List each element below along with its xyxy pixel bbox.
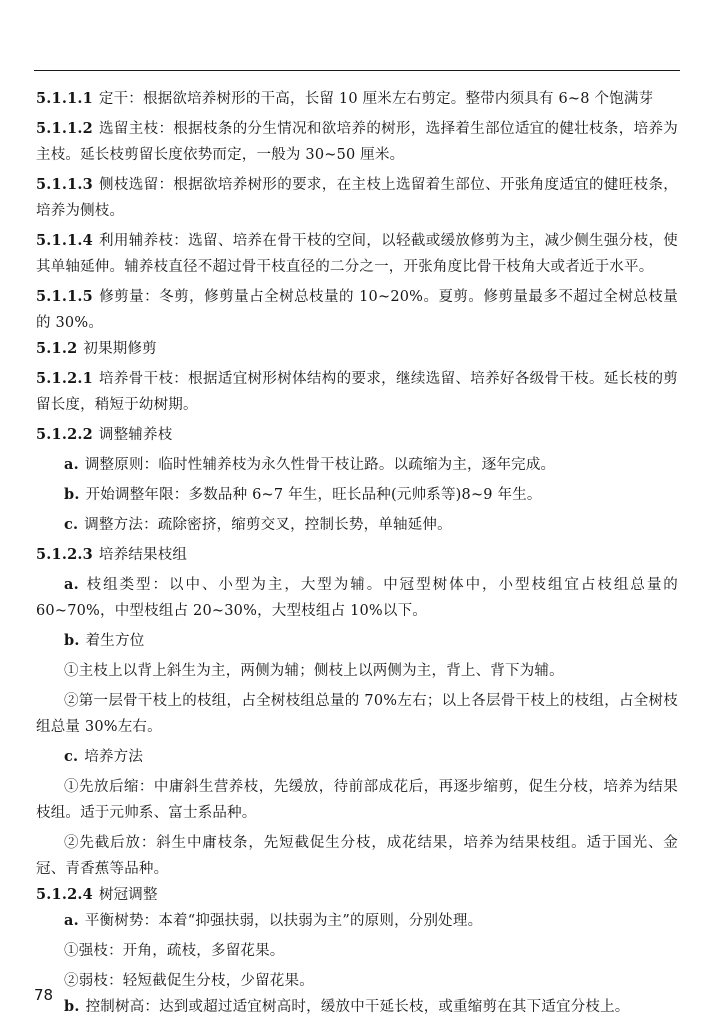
list-marker: c. [64, 748, 79, 765]
list-item-b [36, 628, 678, 654]
list-text: 开始调整年限：多数品种 6~7 年生，旺长品种(元帅系等)8~9 年生。 [85, 487, 542, 503]
section-5-1-1-4 [36, 228, 678, 280]
list-text: 弱枝：轻短截促生分枝，少留花果。 [78, 973, 314, 989]
list-marker: b. [64, 486, 80, 503]
circled-marker: ① [64, 663, 79, 679]
section-number: 5.1.2 [36, 340, 78, 357]
section-5-1-1-1 [36, 86, 678, 112]
circled-marker: ② [64, 693, 79, 709]
section-heading: 培养结果枝组 [98, 547, 188, 563]
list-marker: a. [64, 576, 79, 593]
list-text: 枝组类型：以中、小型为主，大型为辅。中冠型树体中，小型枝组宜占枝组总量的 60~70%，中型枝组占 20~30%，大型枝组占 10%以下。 [36, 577, 678, 619]
section-number: 5.1.1.4 [36, 232, 93, 249]
section-5-1-1-2 [36, 116, 678, 168]
section-number: 5.1.1.1 [36, 90, 93, 107]
section-5-1-2-2 [36, 422, 678, 448]
list-item-c [36, 512, 678, 538]
list-text: 先放后缩：中庸斜生营养枝，先缓放，待前部成花后，再逐步缩剪，促生分枝，培养为结果枝组。适于元帅系、富士系品种。 [36, 779, 678, 821]
section-number: 5.1.1.5 [36, 288, 93, 305]
list-text: 控制树高：达到或超过适宜树高时，缓放中干延长枝，或重缩剪在其下适宜分枝上。 [85, 999, 630, 1015]
circled-marker: ① [64, 943, 79, 959]
circled-item-2 [36, 688, 678, 740]
list-text: 着生方位 [85, 633, 145, 649]
section-heading: 调整辅养枝 [98, 427, 173, 443]
section-5-1-2-4 [36, 882, 678, 908]
list-item-b [36, 482, 678, 508]
section-heading: 树冠调整 [98, 887, 158, 903]
list-marker: c. [64, 516, 79, 533]
list-text: 主枝上以背上斜生为主，两侧为辅；侧枝上以两侧为主，背上、背下为辅。 [78, 663, 564, 679]
list-item-a [36, 452, 678, 478]
list-item-a [36, 908, 678, 934]
list-text: 培养方法 [84, 749, 144, 765]
section-text: 培养骨干枝：根据适宜树形树体结构的要求，继续选留、培养好各级骨干枝。延长枝的剪留长度，稍短于幼树期。 [36, 371, 678, 413]
circled-item-2 [36, 968, 678, 994]
list-item-c [36, 744, 678, 770]
section-number: 5.1.2.3 [36, 546, 93, 563]
circled-item-1 [36, 774, 678, 826]
document-body [36, 86, 678, 1020]
list-text: 平衡树势：本着“抑强扶弱，以扶弱为主”的原则，分别处理。 [84, 913, 483, 929]
list-text: 强枝：开角，疏枝，多留花果。 [78, 943, 285, 959]
section-text: 侧枝选留：根据欲培养树形的要求，在主枝上选留着生部位、开张角度适宜的健旺枝条，培养为侧枝。 [36, 177, 678, 219]
list-marker: b. [64, 632, 80, 649]
section-text: 修剪量：冬剪，修剪量占全树总枝量的 10~20%。夏剪。修剪量最多不超过全树总枝量的 30%。 [36, 289, 678, 331]
page-number: 78 [34, 986, 54, 1004]
section-number: 5.1.2.4 [36, 886, 93, 903]
list-marker: b. [64, 998, 80, 1015]
circled-item-1 [36, 658, 678, 684]
section-5-1-2-3 [36, 542, 678, 568]
list-text: 先截后放：斜生中庸枝条，先短截促生分枝，成花结果，培养为结果枝组。适于国光、金冠、青香蕉等品种。 [36, 835, 679, 877]
list-text: 第一层骨干枝上的枝组，占全树枝组总量的 70%左右；以上各层骨干枝上的枝组，占全树枝组总量 30%左右。 [36, 693, 679, 735]
section-number: 5.1.2.1 [36, 370, 93, 387]
list-text: 调整方法：疏除密挤，缩剪交叉，控制长势，单轴延伸。 [84, 517, 452, 533]
section-number: 5.1.2.2 [36, 426, 93, 443]
circled-marker: ① [64, 779, 79, 795]
circled-marker: ② [64, 835, 80, 851]
list-marker: a. [64, 912, 79, 929]
section-text: 选留主枝：根据枝条的分生情况和欲培养的树形，选择着生部位适宜的健壮枝条，培养为主枝。延长枝剪留长度依势而定，一般为 30~50 厘米。 [36, 121, 678, 163]
section-5-1-1-3 [36, 172, 678, 224]
list-item-b [36, 994, 678, 1020]
header-rule [34, 70, 680, 71]
section-number: 5.1.1.3 [36, 176, 93, 193]
section-5-1-2 [36, 336, 678, 362]
section-5-1-2-1 [36, 366, 678, 418]
section-text: 定干：根据欲培养树形的干高，长留 10 厘米左右剪定。整带内须具有 6~8 个饱满芽 [98, 91, 654, 107]
circled-marker: ② [64, 973, 79, 989]
section-5-1-1-5 [36, 284, 678, 336]
list-text: 调整原则：临时性辅养枝为永久性骨干枝让路。以疏缩为主，逐年完成。 [84, 457, 556, 473]
section-text: 利用辅养枝：选留、培养在骨干枝的空间，以轻截或缓放修剪为主，减少侧生强分枝，使其单轴延伸。辅养枝直径不超过骨干枝直径的二分之一，开张角度比骨干枝角大或者近于水平。 [36, 233, 678, 275]
circled-item-2 [36, 830, 678, 882]
section-number: 5.1.1.2 [36, 120, 93, 137]
list-item-a [36, 572, 678, 624]
section-heading: 初果期修剪 [83, 341, 157, 357]
circled-item-1 [36, 938, 678, 964]
list-marker: a. [64, 456, 79, 473]
